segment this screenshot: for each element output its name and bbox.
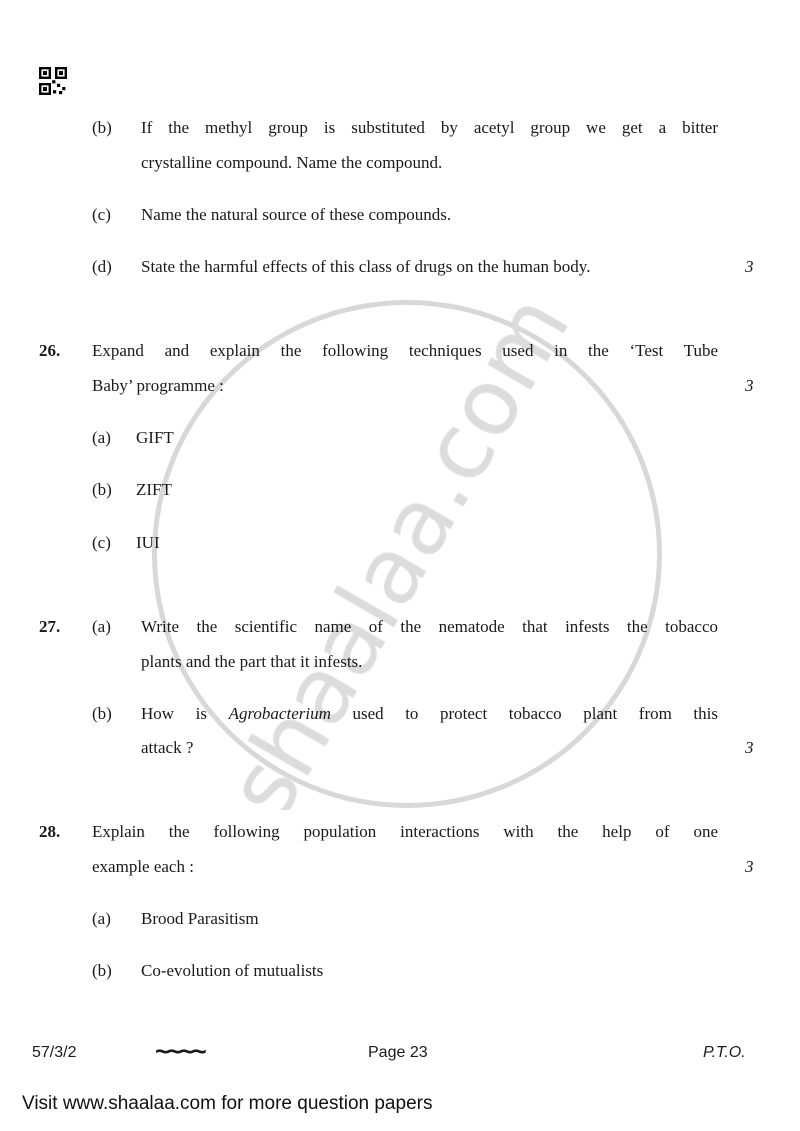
part-text: If the methyl group is substituted by acetyl group we get a bitter xyxy=(141,118,718,137)
part-text xyxy=(141,703,718,725)
part-text: IUI xyxy=(136,533,160,552)
part-label: (b) xyxy=(92,118,112,137)
question-number: 26. xyxy=(39,341,61,360)
marks: 3 xyxy=(745,738,754,757)
part-label: (c) xyxy=(92,205,111,224)
part-label: (a) xyxy=(92,617,111,636)
part-text: attack ? xyxy=(141,738,194,757)
part-label: (a) xyxy=(92,428,111,447)
part-text: State the harmful effects of this class of drugs on the human body. xyxy=(141,257,591,276)
part-text: GIFT xyxy=(136,428,174,447)
part-text: Brood Parasitism xyxy=(141,909,259,928)
pto-label: P.T.O. xyxy=(703,1044,746,1061)
part-text-start: How is xyxy=(141,704,229,723)
part-label: (b) xyxy=(92,961,112,980)
question-number: 28. xyxy=(39,822,61,841)
part-label: (d) xyxy=(92,257,112,276)
watermark-logo xyxy=(150,300,660,810)
part-text: Co-evolution of mutualists xyxy=(141,961,324,980)
question-text: Baby’ programme : xyxy=(92,376,224,395)
part-label: (b) xyxy=(92,480,112,499)
part-text: ZIFT xyxy=(136,480,172,499)
marks: 3 xyxy=(745,257,754,276)
marks: 3 xyxy=(745,376,754,395)
question-text: Expand and explain the following techniques used in the ‘Test Tube xyxy=(92,341,718,360)
part-text: Write the scientific name of the nematode that infests the tobacco xyxy=(141,617,718,636)
paper-code: 57/3/2 xyxy=(32,1044,77,1061)
part-label: (b) xyxy=(92,704,112,723)
marks: 3 xyxy=(745,857,754,876)
visit-banner: Visit www.shaalaa.com for more question papers xyxy=(22,1093,433,1114)
part-text: Name the natural source of these compounds. xyxy=(141,205,452,224)
part-label: (c) xyxy=(92,533,111,552)
question-number: 27. xyxy=(39,617,61,636)
part-label: (a) xyxy=(92,909,111,928)
part-text: plants and the part that it infests. xyxy=(141,652,363,671)
part-text-end: used to protect tobacco plant from this xyxy=(330,704,718,723)
page-number: Page 23 xyxy=(368,1044,428,1061)
question-text: Explain the following population interactions with the help of one xyxy=(92,822,718,841)
question-text: example each : xyxy=(92,857,194,876)
qr-code-icon xyxy=(39,67,67,95)
part-text: crystalline compound. Name the compound. xyxy=(141,153,443,172)
squiggle-decoration: ~~~~ xyxy=(155,1036,204,1066)
part-text-italic: Agrobacterium xyxy=(228,704,331,723)
